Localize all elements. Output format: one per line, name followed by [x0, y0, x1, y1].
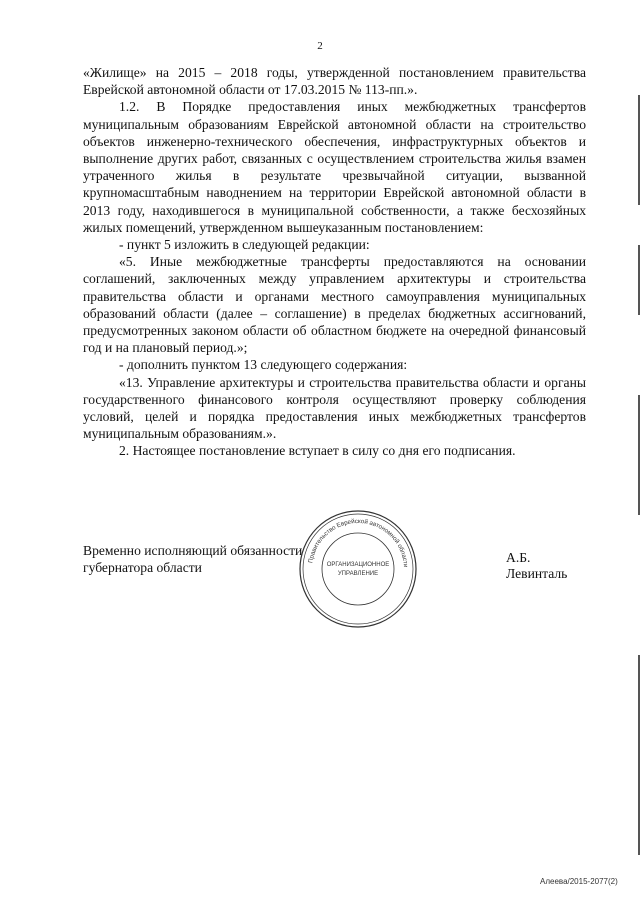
seal-center-line-2: УПРАВЛЕНИЕ — [337, 571, 379, 577]
paragraph-item-5-text: «5. Иные межбюджетные трансферты предоставляются на основании соглашений, заключенных между управлением архитектуры и строительства правительства области и органами местного самоуправления муниципальных образований области (далее – соглашение) в пределах бюджетных ассигнований, предусмотренных законом области об областном бюджете на очередной финансовый год и на плановый период.»; — [83, 254, 586, 356]
seal-ring-text: Правительство Еврейской автономной области — [307, 517, 409, 568]
signature-block — [83, 517, 593, 656]
document-body — [83, 64, 586, 460]
paragraph-2: 2. Настоящее постановление вступает в силу со дня его подписания. — [119, 443, 516, 459]
signatory-title-line-1: Временно исполняющий обязанности — [83, 543, 303, 558]
paragraph-1-2: 1.2. В Порядке предоставления иных межбюджетных трансфертов муниципальным образованиям Еврейской автономной области на строительство объектов инженерно-технического обеспечения, инфраструктурных объектов и выполнение других работ, связанных с осуществлением строительства жилья взамен утраченного жилья в результате чрезвычайной ситуации, вызванной крупномасштабным наводнением на территории Еврейской автономной области в 2013 году, находившегося в муниципальной собственности, а также бесхозяйных жилых помещений, утвержденном вышеуказанным постановлением: — [83, 99, 586, 235]
document-footer-code: Алеева/2015-2077(2) — [540, 877, 618, 886]
signatory-title — [83, 542, 302, 576]
seal-center-line-1: ОРГАНИЗАЦИОННОЕ — [326, 562, 390, 568]
signatory-title-line-2: губернатора области — [83, 560, 202, 576]
paragraph-item-13-text: «13. Управление архитектуры и строительства правительства области и органы государственного финансового контроля осуществляют проверку соблюдения условий, целей и порядка предоставления иных межбюджетных трансфертов муниципальным образованиям.». — [83, 374, 586, 442]
official-seal-stamp — [297, 508, 419, 630]
page-number: 2 — [317, 40, 323, 52]
signatory-name: А.Б. Левинталь — [506, 550, 568, 581]
paragraph-continuation: «Жилище» на 2015 – 2018 годы, утвержденной постановлением правительства Еврейской автономной области от 17.03.2015 № 113-пп.». — [83, 65, 586, 98]
paragraph-item-5-intro: - пункт 5 изложить в следующей редакции: — [119, 237, 370, 253]
paragraph-item-13-intro: - дополнить пунктом 13 следующего содержания: — [119, 357, 408, 373]
